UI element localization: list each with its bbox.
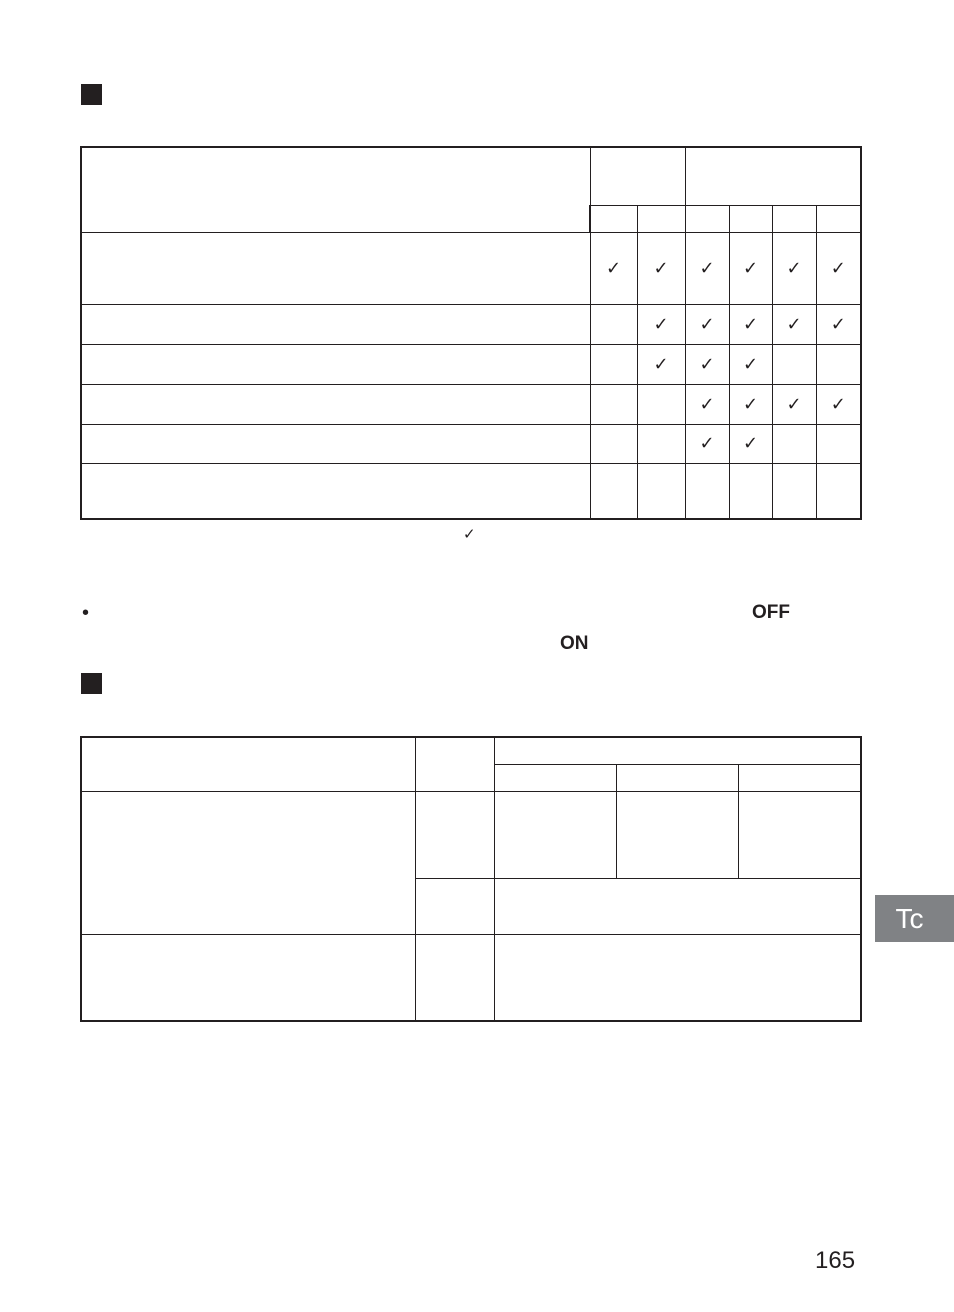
bullet: • [82,602,90,624]
check-cell [590,424,637,463]
subheader-cell [772,205,816,232]
check-cell: ✓ [685,424,729,463]
subheader-cell [685,205,729,232]
table-cell [494,878,861,934]
subheader-cell [729,205,772,232]
table-cell [494,934,861,1021]
check-cell: ✓ [729,384,772,424]
check-cell [685,463,729,519]
table-row [81,934,861,1021]
language-tab-label: Tc [895,902,924,934]
check-cell: ✓ [637,344,685,384]
check-cell: ✓ [685,344,729,384]
check-cell [772,463,816,519]
off-label: OFF [752,602,790,623]
check-cell [590,304,637,344]
subheader-cell [590,205,637,232]
subheader-cell [816,205,861,232]
language-tab [875,895,954,942]
subheader-cell [637,205,685,232]
table-row [81,384,861,424]
check-cell [772,344,816,384]
row-label-cell [81,424,590,463]
row-label-cell [81,791,415,934]
check-cell: ✓ [729,232,772,304]
check-cell [637,384,685,424]
table-row [81,344,861,384]
table-cell [494,791,616,878]
check-cell: ✓ [637,304,685,344]
section-marker-square [81,673,102,694]
row-label-cell [81,934,415,1021]
subheader-cell [738,764,861,791]
table-row [81,304,861,344]
check-cell: ✓ [729,344,772,384]
check-cell [590,384,637,424]
page-number: 165 [815,1247,856,1274]
check-cell [729,463,772,519]
table-cell [616,791,738,878]
check-cell: ✓ [772,232,816,304]
check-cell [816,344,861,384]
check-cell: ✓ [685,384,729,424]
table-row [81,424,861,463]
check-cell [816,463,861,519]
table-cell [415,934,494,1021]
subheader-cell [616,764,738,791]
table-cell [738,791,861,878]
spec-table [80,736,862,1022]
check-cell: ✓ [685,232,729,304]
check-cell [637,424,685,463]
check-cell: ✓ [590,232,637,304]
subheader-cell [494,764,616,791]
check-cell [590,344,637,384]
compatibility-table [80,146,862,520]
check-cell: ✓ [816,384,861,424]
check-cell: ✓ [729,424,772,463]
check-cell: ✓ [729,304,772,344]
header-cell [415,737,494,791]
table-cell [415,791,494,878]
row-label-cell [81,344,590,384]
header-group-cell [685,147,861,205]
row-label-cell [81,384,590,424]
check-cell [590,463,637,519]
row-label-cell [81,232,590,304]
check-cell: ✓ [685,304,729,344]
check-cell: ✓ [816,232,861,304]
table-row [81,232,861,304]
header-group-cell [494,737,861,764]
header-cell [81,737,415,791]
check-cell: ✓ [637,232,685,304]
check-cell: ✓ [772,384,816,424]
header-cell [81,147,590,232]
row-label-cell [81,304,590,344]
table-row [81,463,861,519]
check-cell: ✓ [772,304,816,344]
check-cell [772,424,816,463]
check-cell [637,463,685,519]
section-marker-square [81,84,102,105]
footnote-check-icon: ✓ [463,525,476,543]
table-row [81,791,861,878]
check-cell [816,424,861,463]
header-group-cell [590,147,685,205]
check-cell: ✓ [816,304,861,344]
on-label: ON [560,633,589,654]
table-cell [415,878,494,934]
row-label-cell [81,463,590,519]
